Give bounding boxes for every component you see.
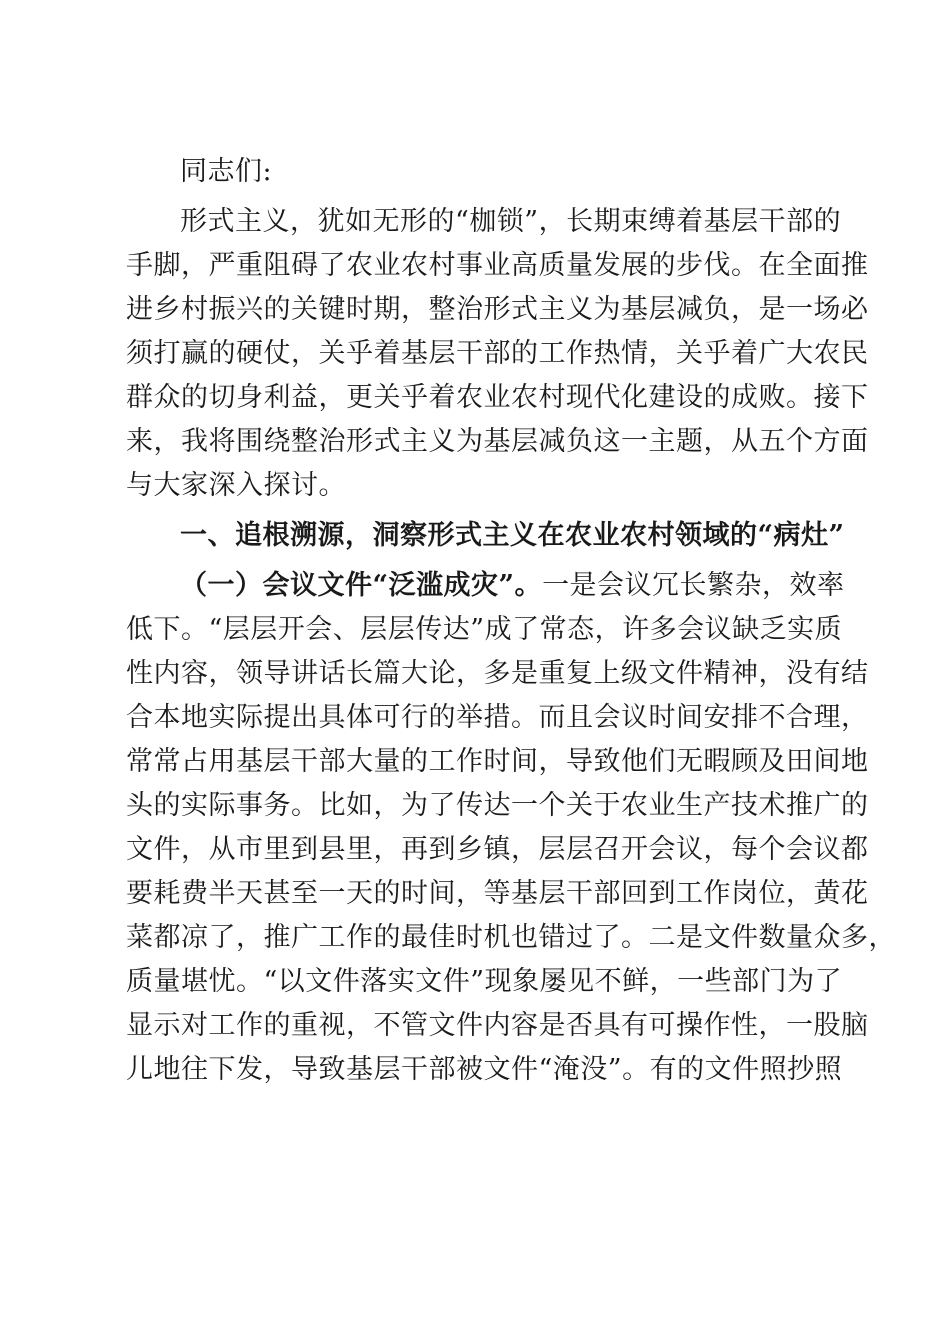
paragraph-line <box>126 564 845 608</box>
paragraph-line: 来，我将围绕整治形式主义为基层减负这一主题，从五个方面 <box>126 426 869 457</box>
paragraph-line: 质量堪忧。“以文件落实文件”现象屡见不鲜，一些部门为了 <box>126 966 843 997</box>
paragraph-line: 低下。“层层开会、层层传达”成了常态，许多会议缺乏实质 <box>126 614 843 645</box>
paragraph-line: 手脚，严重阻碍了农业农村事业高质量发展的步伐。在全面推 <box>126 250 869 281</box>
paragraph-line: 文件，从市里到县里，再到乡镇，层层召开会议，每个会议都 <box>126 834 869 865</box>
paragraph-line: 显示对工作的重视，不管文件内容是否具有可操作性，一股脑 <box>126 1010 869 1041</box>
section-heading: 一、追根溯源，洞察形式主义在农业农村领域的“病灶” <box>180 520 845 551</box>
paragraph-line: 合本地实际提出具体可行的举措。而且会议时间安排不合理， <box>126 702 869 733</box>
section-paragraph <box>126 564 896 1092</box>
sub-heading: （一）会议文件“泛滥成灾”。 <box>180 570 543 601</box>
paragraph-line: 性内容，领导讲话长篇大论，多是重复上级文件精神，没有结 <box>126 658 869 689</box>
document-page <box>126 150 896 1092</box>
paragraph-line: 头的实际事务。比如，为了传达一个关于农业生产技术推广的 <box>126 790 869 821</box>
paragraph-line: 儿地往下发，导致基层干部被文件“淹没”。有的文件照抄照 <box>126 1054 843 1085</box>
paragraph-line: 群众的切身利益，更关乎着农业农村现代化建设的成败。接下 <box>126 382 869 413</box>
paragraph-line: 要耗费半天甚至一天的时间，等基层干部回到工作岗位，黄花 <box>126 878 869 909</box>
intro-paragraph <box>126 200 869 508</box>
paragraph-line: 菜都凉了，推广工作的最佳时机也错过了。二是文件数量众多， <box>126 922 896 953</box>
paragraph-line: 形式主义，犹如无形的“枷锁”，长期束缚着基层干部的 <box>180 206 842 237</box>
paragraph-line: 进乡村振兴的关键时期，整治形式主义为基层减负，是一场必 <box>126 294 869 325</box>
paragraph-line: 与大家深入探讨。 <box>126 470 346 501</box>
paragraph-line: 常常占用基层干部大量的工作时间，导致他们无暇顾及田间地 <box>126 746 869 777</box>
sub-heading-rest: 一是会议冗长繁杂，效率 <box>542 570 845 601</box>
salutation: 同志们: <box>180 156 273 187</box>
paragraph-line: 须打赢的硬仗，关乎着基层干部的工作热情，关乎着广大农民 <box>126 338 869 369</box>
